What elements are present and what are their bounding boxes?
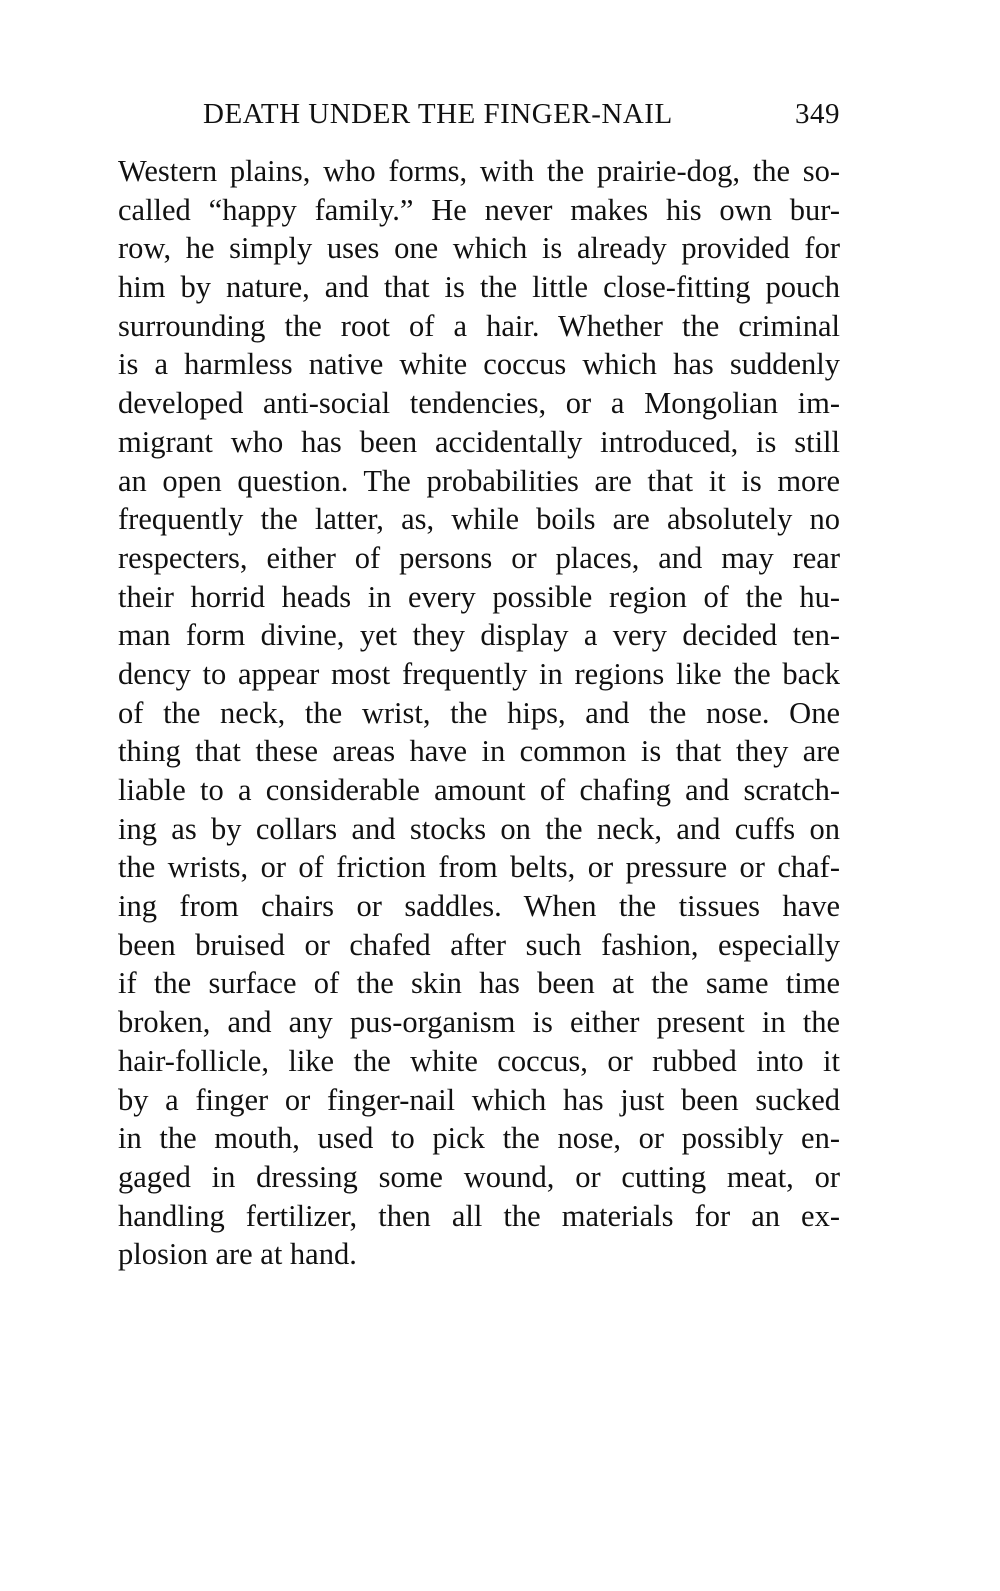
text-line: respecters, either of persons or places, and may rear xyxy=(118,540,840,575)
page-number: 349 xyxy=(795,98,840,130)
text-line: hair-follicle, like the white coccus, or rubbed into it xyxy=(118,1043,840,1078)
text-line: thing that these areas have in common is that they are xyxy=(118,734,840,769)
text-line: frequently the latter, as, while boils are absolutely no xyxy=(118,502,840,537)
text-line: an open question. The probabilities are that it is more xyxy=(118,463,840,498)
text-line: dency to appear most frequently in regions like the back xyxy=(118,656,840,691)
text-line: called “happy family.” He never makes his own bur- xyxy=(118,192,840,227)
text-line: if the surface of the skin has been at the same time xyxy=(118,966,840,1001)
text-line: Western plains, who forms, with the prairie-dog, the so- xyxy=(118,154,840,188)
text-line: gaged in dressing some wound, or cutting meat, or xyxy=(118,1159,840,1194)
text-line: surrounding the root of a hair. Whether the criminal xyxy=(118,308,840,343)
text-line: been bruised or chafed after such fashion, especially xyxy=(118,927,840,962)
text-line: of the neck, the wrist, the hips, and the nose. One xyxy=(118,695,840,730)
text-line: is a harmless native white coccus which has suddenly xyxy=(118,347,840,382)
text-line: migrant who has been accidentally introduced, is still xyxy=(118,424,840,459)
text-line: liable to a considerable amount of chafing and scratch- xyxy=(118,773,840,807)
body-paragraph xyxy=(118,152,840,1274)
text-line: broken, and any pus-organism is either present in the xyxy=(118,1005,840,1040)
text-line: row, he simply uses one which is already provided for xyxy=(118,231,840,266)
text-line: the wrists, or of friction from belts, or pressure or chaf- xyxy=(118,850,840,885)
text-line: by a finger or finger-nail which has just been sucked xyxy=(118,1082,840,1117)
text-line: him by nature, and that is the little close-fitting pouch xyxy=(118,270,840,305)
text-line: their horrid heads in every possible region of the hu- xyxy=(118,579,840,614)
text-line: handling fertilizer, then all the materials for an ex- xyxy=(118,1198,840,1233)
text-line: ing from chairs or saddles. When the tissues have xyxy=(118,889,840,924)
chapter-title: DEATH UNDER THE FINGER-NAIL xyxy=(203,98,673,130)
text-line: ing as by collars and stocks on the neck, and cuffs on xyxy=(118,811,840,846)
text-line: man form divine, yet they display a very decided ten- xyxy=(118,618,840,653)
text-line: developed anti-social tendencies, or a Mongolian im- xyxy=(118,386,840,421)
text-line: plosion are at hand. xyxy=(118,1237,357,1272)
running-head xyxy=(203,98,840,138)
text-line: in the mouth, used to pick the nose, or possibly en- xyxy=(118,1121,840,1156)
